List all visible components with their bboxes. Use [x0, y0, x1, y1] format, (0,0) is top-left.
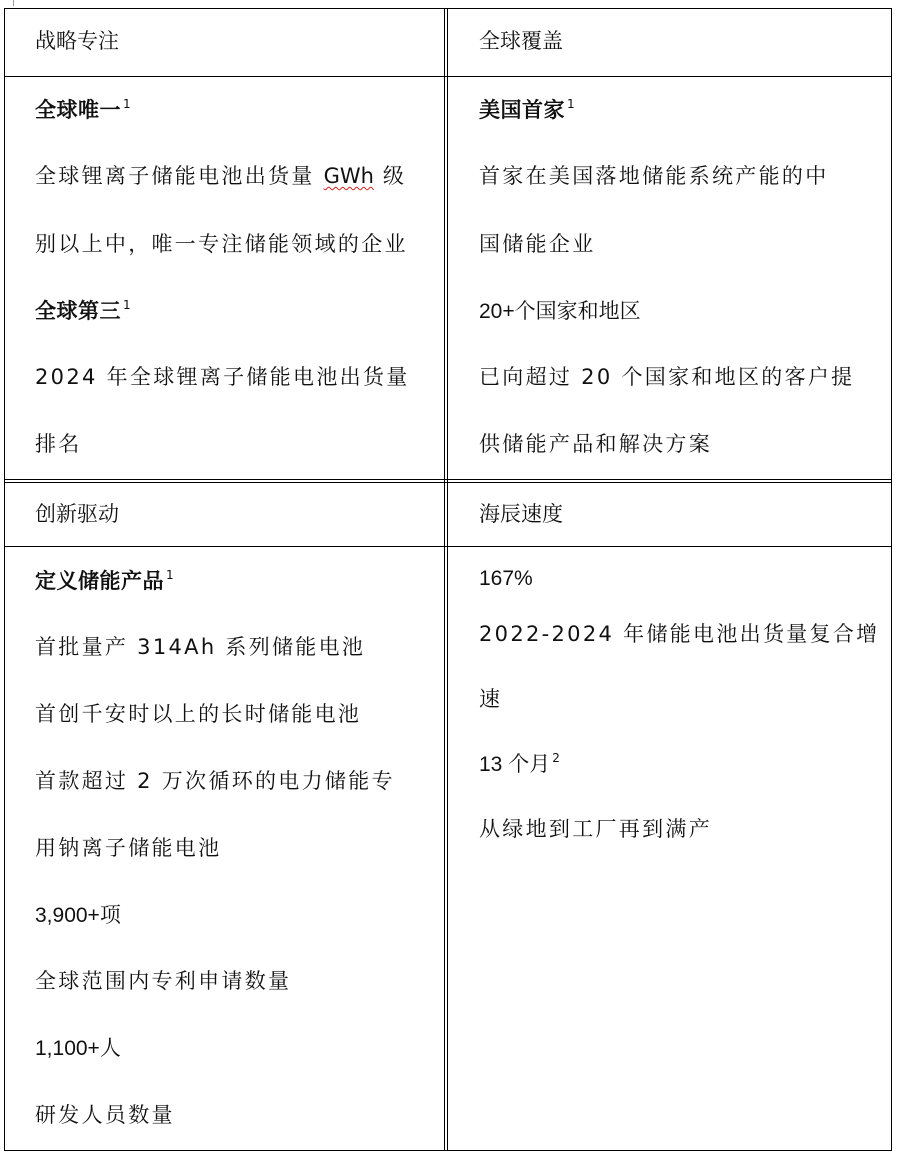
description-text: 全球锂离子储能电池出货量 [35, 164, 324, 188]
item-description-line: 2024 年全球锂离子储能电池出货量 [35, 365, 410, 389]
heading-text: 全球第三 [35, 299, 121, 323]
section-title-global-coverage: 全球覆盖 [479, 29, 563, 53]
item-heading [479, 564, 533, 593]
item-heading [35, 96, 131, 125]
item-description-line: 首批量产 314Ah 系列储能电池 [35, 635, 366, 659]
page-edge-marker [13, 0, 14, 6]
footnote-marker: 1 [123, 97, 132, 111]
row-divider-2 [4, 482, 892, 483]
item-heading [35, 567, 174, 596]
item-description-line: 全球范围内专利申请数量 [35, 969, 292, 993]
item-heading [479, 750, 560, 779]
item-heading [35, 1034, 121, 1063]
footnote-marker: 1 [123, 298, 132, 312]
item-description-line: 从绿地到工厂再到满产 [479, 817, 712, 841]
item-heading [479, 96, 575, 125]
item-description-line: 已向超过 20 个国家和地区的客户提 [479, 365, 855, 389]
heading-text: 20+个国家和地区 [479, 300, 641, 323]
item-description-line: 别以上中，唯一专注储能领域的企业 [35, 232, 408, 256]
item-description-line: 速 [479, 687, 503, 711]
heading-text: 167% [479, 567, 533, 590]
item-description-line: 首创千安时以上的长时储能电池 [35, 702, 362, 726]
item-description-line [35, 162, 406, 191]
section-title-innovation-driven: 创新驱动 [35, 502, 119, 526]
table-border-bottom [4, 1150, 892, 1151]
column-divider-2 [447, 8, 448, 1151]
item-description-line: 排名 [35, 432, 82, 456]
footnote-marker: 1 [567, 97, 576, 111]
item-description-line: 供储能产品和解决方案 [479, 432, 712, 456]
section-title-hithium-speed: 海辰速度 [479, 502, 563, 526]
row-divider-1 [4, 479, 892, 480]
item-description-line: 首家在美国落地储能系统产能的中 [479, 164, 829, 188]
heading-text: 1,100+人 [35, 1037, 121, 1060]
table-border-top [4, 8, 892, 9]
header-rule-top-row [4, 76, 892, 77]
heading-text: 美国首家 [479, 98, 565, 122]
item-description-line: 用钠离子储能电池 [35, 836, 222, 860]
header-rule-bottom-row [4, 546, 892, 547]
heading-text: 3,900+项 [35, 904, 121, 927]
heading-text: 定义储能产品 [35, 569, 164, 593]
item-heading [35, 901, 121, 930]
item-description-line: 2022-2024 年储能电池出货量复合增 [479, 622, 880, 646]
item-heading [35, 297, 131, 326]
item-description-line: 研发人员数量 [35, 1103, 175, 1127]
column-divider-1 [444, 8, 445, 1151]
item-description-line: 首款超过 2 万次循环的电力储能专 [35, 769, 395, 793]
heading-text: 13 个月 [479, 753, 551, 776]
footnote-marker: 1 [166, 568, 175, 582]
item-heading [479, 297, 641, 326]
table-border-right [891, 8, 892, 1151]
spellcheck-marked-text: GWh [323, 164, 374, 188]
description-text: 级 [373, 164, 407, 188]
section-title-strategic-focus: 战略专注 [35, 29, 119, 53]
table-border-left [4, 8, 5, 1151]
item-description-line: 国储能企业 [479, 232, 596, 256]
footnote-marker: 2 [552, 751, 561, 765]
heading-text: 全球唯一 [35, 98, 121, 122]
